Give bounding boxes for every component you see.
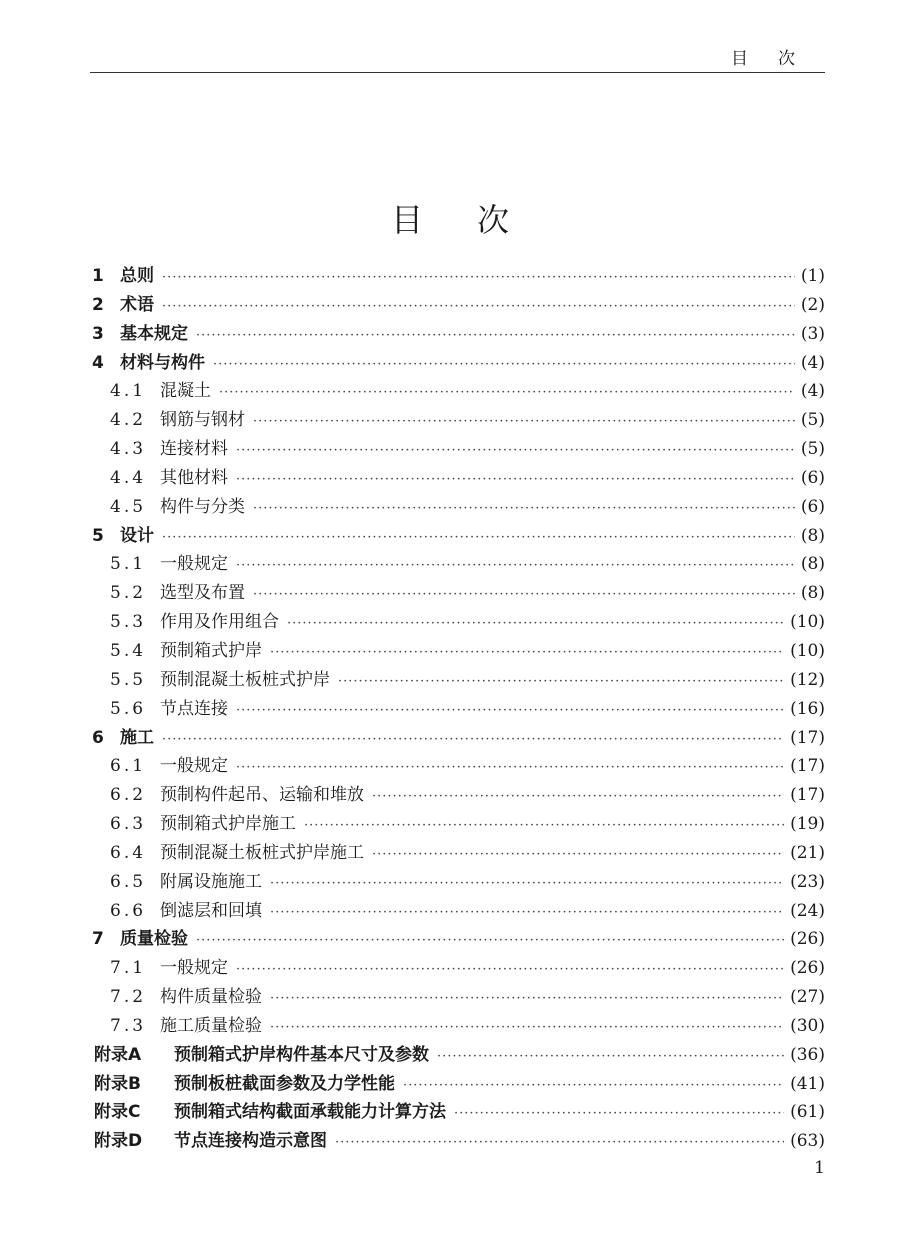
dot-leader	[162, 524, 795, 551]
toc-entry-title: 钢筋与钢材	[160, 410, 245, 431]
toc-entry-page: (63)	[790, 1131, 825, 1152]
toc-entry[interactable]	[90, 1041, 825, 1070]
dot-leader	[196, 322, 795, 349]
toc-entry-number: 5.2	[110, 583, 147, 604]
toc-entry-number: 7.3	[110, 1015, 147, 1036]
toc-entry-number: 5.1	[110, 554, 147, 575]
dot-leader	[236, 956, 784, 983]
toc-entry-page: (61)	[790, 1102, 825, 1123]
toc-entry-title: 施工质量检验	[160, 1015, 262, 1036]
toc-entry-page: (17)	[790, 756, 825, 777]
toc-entry-page: (10)	[790, 640, 825, 661]
dot-leader	[162, 264, 795, 291]
toc-entry[interactable]	[90, 291, 825, 320]
dot-leader	[219, 379, 795, 406]
toc-entry-number: 6.5	[110, 871, 147, 892]
toc-entry-number: 4.2	[110, 410, 147, 431]
toc-entry-title: 节点连接	[160, 698, 228, 719]
toc-entry[interactable]	[90, 897, 825, 926]
dot-leader	[270, 639, 784, 666]
toc-entry-number: 5	[92, 525, 104, 546]
toc-entry[interactable]	[90, 550, 825, 579]
toc-entry-title: 构件与分类	[160, 496, 245, 517]
dot-leader	[270, 870, 784, 897]
toc-entry-number: 7.2	[110, 987, 147, 1008]
toc-entry-page: (8)	[800, 583, 825, 604]
toc-entry-title: 倒滤层和回填	[160, 900, 262, 921]
toc-entry-page: (16)	[790, 698, 825, 719]
toc-entry-number: 附录C	[94, 1102, 141, 1123]
toc-entry-page: (36)	[790, 1044, 825, 1065]
dot-leader	[253, 495, 795, 522]
dot-leader	[196, 927, 784, 954]
toc-entry-title: 设计	[120, 525, 154, 546]
toc-entry[interactable]	[90, 810, 825, 839]
toc-entry-page: (8)	[800, 525, 825, 546]
toc-entry-number: 4.5	[110, 496, 147, 517]
toc-entry-number: 5.5	[110, 669, 147, 690]
page-title: 目次	[390, 201, 563, 239]
dot-leader	[270, 985, 784, 1012]
toc-entry-number: 7.1	[110, 958, 147, 979]
toc-entry-title: 预制箱式护岸构件基本尺寸及参数	[174, 1044, 429, 1065]
toc-entry-page: (26)	[790, 958, 825, 979]
toc-entry-number: 4.4	[110, 467, 147, 488]
dot-leader	[372, 783, 784, 810]
toc-entry[interactable]	[90, 493, 825, 522]
toc-entry-number: 7	[92, 929, 104, 950]
toc-entry-number: 6.3	[110, 814, 147, 835]
toc-entry[interactable]	[90, 1127, 825, 1156]
toc-entry-page: (6)	[800, 496, 825, 517]
toc-entry-title: 材料与构件	[120, 352, 205, 373]
toc-entry-number: 1	[92, 266, 104, 286]
toc-entry[interactable]	[90, 637, 825, 666]
toc-entry-page: (19)	[790, 814, 825, 835]
toc-entry[interactable]	[90, 608, 825, 637]
dot-leader	[304, 812, 784, 839]
toc-entry-page: (8)	[800, 554, 825, 575]
toc-entry[interactable]	[90, 839, 825, 868]
toc-entry-number: 6.4	[110, 842, 147, 863]
dot-leader	[253, 581, 795, 608]
dot-leader	[162, 726, 784, 753]
dot-leader	[236, 466, 795, 493]
toc-entry-title: 连接材料	[160, 439, 228, 460]
toc-entry[interactable]	[90, 666, 825, 695]
toc-entry-title: 选型及布置	[160, 583, 245, 604]
toc-entry-number: 6	[92, 727, 104, 748]
toc-entry[interactable]	[90, 522, 825, 551]
toc-entry-number: 2	[92, 294, 104, 315]
toc-entry-page: (1)	[800, 266, 825, 286]
toc-entry-title: 其他材料	[160, 467, 228, 488]
toc-entry[interactable]	[90, 695, 825, 724]
dot-leader	[162, 293, 795, 320]
toc-entry-page: (26)	[790, 929, 825, 950]
dot-leader	[437, 1043, 784, 1070]
toc-entry-title: 混凝土	[160, 381, 211, 402]
dot-leader	[270, 1014, 784, 1041]
toc-entry[interactable]	[90, 1098, 825, 1127]
toc-entry[interactable]	[90, 781, 825, 810]
toc-entry-page: (41)	[790, 1073, 825, 1094]
toc-entry-title: 质量检验	[120, 929, 188, 950]
toc-entry-number: 6.6	[110, 900, 147, 921]
dot-leader	[236, 697, 784, 724]
toc-entry-number: 4.3	[110, 439, 147, 460]
toc-entry-page: (12)	[790, 669, 825, 690]
toc-entry-title: 预制箱式护岸	[160, 640, 262, 661]
dot-leader	[236, 437, 795, 464]
toc-entry-page: (10)	[790, 612, 825, 633]
toc-entry-title: 术语	[120, 294, 154, 315]
toc-entry-page: (5)	[800, 439, 825, 460]
toc-entry[interactable]	[90, 579, 825, 608]
toc-entry[interactable]	[90, 349, 825, 378]
toc-entry-page: (24)	[790, 900, 825, 921]
toc-entry-number: 5.6	[110, 698, 147, 719]
toc-entry-page: (17)	[790, 727, 825, 748]
toc-entry[interactable]	[90, 377, 825, 406]
toc-entry-title: 构件质量检验	[160, 987, 262, 1008]
running-head: 目次	[731, 49, 825, 69]
toc-entry-title: 预制板桩截面参数及力学性能	[174, 1073, 395, 1094]
toc-entry-page: (6)	[800, 467, 825, 488]
toc-entry[interactable]	[90, 406, 825, 435]
toc-entry-number: 4.1	[110, 381, 147, 402]
toc-entry[interactable]	[90, 925, 825, 954]
toc-entry[interactable]	[90, 1012, 825, 1041]
toc-entry[interactable]	[90, 464, 825, 493]
dot-leader	[335, 1129, 784, 1156]
toc-entry-page: (5)	[800, 410, 825, 431]
toc-entry-page: (21)	[790, 842, 825, 863]
dot-leader	[253, 408, 795, 435]
toc-entry-number: 4	[92, 352, 104, 373]
toc-entry-title: 一般规定	[160, 958, 228, 979]
dot-leader	[270, 899, 784, 926]
toc-entry[interactable]	[90, 954, 825, 983]
toc-entry[interactable]	[90, 1070, 825, 1099]
dot-leader	[403, 1072, 784, 1099]
dot-leader	[338, 668, 784, 695]
toc-entry-title: 预制构件起吊、运输和堆放	[160, 785, 364, 806]
toc-entry-number: 3	[92, 323, 104, 344]
toc-entry-title: 总则	[120, 266, 154, 286]
dot-leader	[372, 841, 784, 868]
toc-entry-number: 6.2	[110, 785, 147, 806]
toc-entry-title: 预制箱式结构截面承载能力计算方法	[174, 1102, 446, 1123]
toc-entry[interactable]	[90, 435, 825, 464]
toc-entry[interactable]	[90, 724, 825, 753]
toc-entry-page: (4)	[800, 352, 825, 373]
toc-entry-title: 预制混凝土板桩式护岸施工	[160, 842, 364, 863]
toc-entry[interactable]	[90, 752, 825, 781]
toc-entry-number: 5.3	[110, 612, 147, 633]
toc-entry-title: 预制箱式护岸施工	[160, 814, 296, 835]
toc-entry-page: (27)	[790, 987, 825, 1008]
toc-entry-number: 6.1	[110, 756, 147, 777]
header-rule	[90, 72, 825, 73]
dot-leader	[454, 1100, 784, 1127]
toc-entry-title: 附属设施施工	[160, 871, 262, 892]
toc-entry-page: (2)	[800, 294, 825, 315]
dot-leader	[236, 754, 784, 781]
toc-entry-title: 基本规定	[120, 323, 188, 344]
toc-entry-page: (30)	[790, 1015, 825, 1036]
toc-entry[interactable]	[90, 868, 825, 897]
toc-entry[interactable]	[90, 320, 825, 349]
toc-entry-title: 作用及作用组合	[160, 612, 279, 633]
page-number: 1	[814, 1158, 825, 1178]
table-of-contents	[90, 262, 825, 1156]
toc-entry-page: (23)	[790, 871, 825, 892]
toc-entry-number: 附录A	[94, 1044, 142, 1065]
dot-leader	[213, 351, 795, 378]
toc-entry-title: 节点连接构造示意图	[174, 1131, 327, 1152]
dot-leader	[287, 610, 784, 637]
toc-entry-title: 施工	[120, 727, 154, 748]
toc-entry-title: 预制混凝土板桩式护岸	[160, 669, 330, 690]
toc-entry-page: (3)	[800, 323, 825, 344]
toc-entry-title: 一般规定	[160, 554, 228, 575]
toc-entry-page: (17)	[790, 785, 825, 806]
toc-entry-number: 附录B	[94, 1073, 141, 1094]
toc-entry-number: 5.4	[110, 640, 147, 661]
dot-leader	[236, 552, 795, 579]
toc-entry-page: (4)	[800, 381, 825, 402]
toc-entry[interactable]	[90, 983, 825, 1012]
toc-entry-number: 附录D	[94, 1131, 143, 1152]
toc-entry[interactable]	[90, 262, 825, 291]
toc-entry-title: 一般规定	[160, 756, 228, 777]
